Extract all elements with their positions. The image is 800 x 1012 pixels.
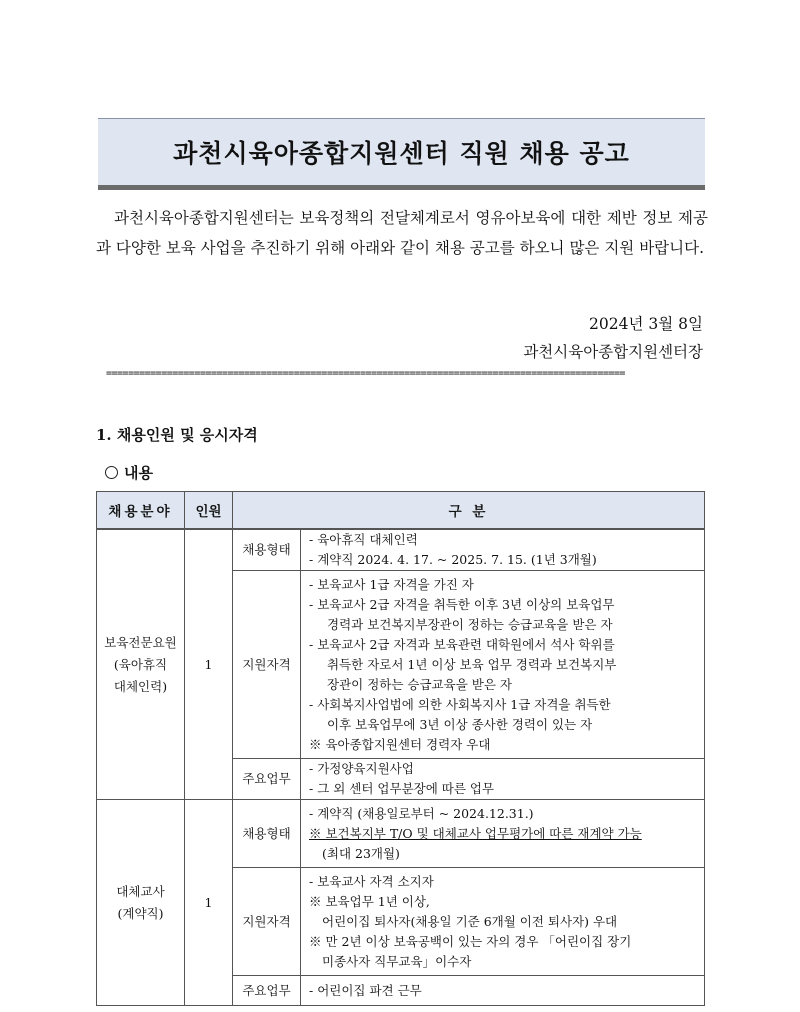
desc-line: ※ 육아종합지원센터 경력자 우대: [309, 736, 491, 752]
page-title: 과천시육아종합지원센터 직원 채용 공고: [98, 118, 705, 190]
desc-line: 장관이 정하는 승급교육을 받은 자: [327, 676, 512, 692]
header-field: 채용분야: [97, 492, 185, 530]
field-line: (계약직): [117, 905, 164, 921]
desc-cell: [301, 571, 705, 759]
desc-line: - 사회복지사업법에 의한 사회복지사 1급 자격을 취득한: [309, 696, 611, 712]
field-line: 대체인력): [113, 678, 168, 694]
recruitment-table: [96, 491, 705, 1006]
desc-line: 미종사자 직무교육」이수자: [322, 953, 472, 969]
header-category: 구 분: [233, 492, 705, 530]
desc-cell: [301, 976, 705, 1006]
desc-cell: [301, 800, 705, 868]
desc-line: (최대 23개월): [322, 845, 400, 861]
desc-cell: [301, 868, 705, 976]
field-line: 대체교사: [116, 883, 165, 899]
desc-cell: [301, 529, 705, 571]
count-cell: 1: [185, 529, 233, 800]
separator-line: ==============================================================================================: [106, 368, 625, 379]
desc-line: 어린이집 퇴사자(채용일 기준 6개월 이전 퇴사자) 우대: [322, 913, 618, 929]
sub-heading-text: 내용: [124, 464, 153, 482]
label-cell: 채용형태: [233, 800, 301, 868]
label-cell: 주요업무: [233, 759, 301, 800]
label-cell: 주요업무: [233, 976, 301, 1006]
desc-line: ※ 보육업무 1년 이상,: [309, 893, 430, 909]
desc-line: - 가정양육지원사업: [309, 761, 414, 776]
desc-cell: [301, 759, 705, 800]
desc-line: - 그 외 센터 업무분장에 따른 업무: [309, 781, 495, 796]
announcement-date: 2024년 3월 8일: [589, 315, 703, 333]
desc-line: 이후 보육업무에 3년 이상 종사한 경력이 있는 자: [327, 716, 593, 732]
desc-line: 취득한 자로서 1년 이상 보육 업무 경력과 보건복지부: [327, 656, 617, 672]
issuer-name: 과천시육아종합지원센터장: [523, 343, 703, 361]
count-cell: 1: [185, 800, 233, 1006]
section-heading: 1. 채용인원 및 응시자격: [96, 426, 258, 444]
desc-line: - 어린이집 파견 근무: [309, 982, 422, 998]
header-count: 인원: [185, 492, 233, 530]
intro-paragraph: 과천시육아종합지원센터는 보육정책의 전달체계로서 영유아보육에 대한 제반 정보 제공과 다양한 보육 사업을 추진하기 위해 아래와 같이 채용 공고를 하오니 많은 지원 바랍니다.: [96, 209, 708, 257]
field-line: 보육전문요원: [104, 634, 177, 650]
field-cell: [97, 800, 185, 1006]
desc-line: - 보육교사 2급 자격과 보육관련 대학원에서 석사 학위를: [309, 636, 615, 652]
field-line: (육아휴직: [113, 656, 168, 672]
label-cell: 지원자격: [233, 868, 301, 976]
desc-line: ※ 보건복지부 T/O 및 대체교사 업무평가에 따른 재계약 가능: [309, 825, 642, 841]
desc-line: - 계약직 2024. 4. 17. ~ 2025. 7. 15. (1년 3개월): [309, 552, 597, 567]
field-cell: [97, 529, 185, 800]
circle-bullet-icon: [105, 466, 118, 479]
sub-heading: [105, 462, 153, 483]
desc-line: ※ 만 2년 이상 보육공백이 있는 자의 경우 「어린이집 장기: [309, 933, 632, 949]
label-cell: 지원자격: [233, 571, 301, 759]
desc-line: 경력과 보건복지부장관이 정하는 승급교육을 받은 자: [327, 616, 613, 632]
label-cell: 채용형태: [233, 529, 301, 571]
desc-line: - 보육교사 자격 소지자: [309, 873, 434, 889]
desc-line: - 보육교사 1급 자격을 가진 자: [309, 576, 474, 592]
desc-line: - 보육교사 2급 자격을 취득한 이후 3년 이상의 보육업무: [309, 596, 615, 612]
desc-line: - 계약직 (채용일로부터 ~ 2024.12.31.): [309, 805, 534, 821]
desc-line: - 육아휴직 대체인력: [309, 532, 418, 547]
